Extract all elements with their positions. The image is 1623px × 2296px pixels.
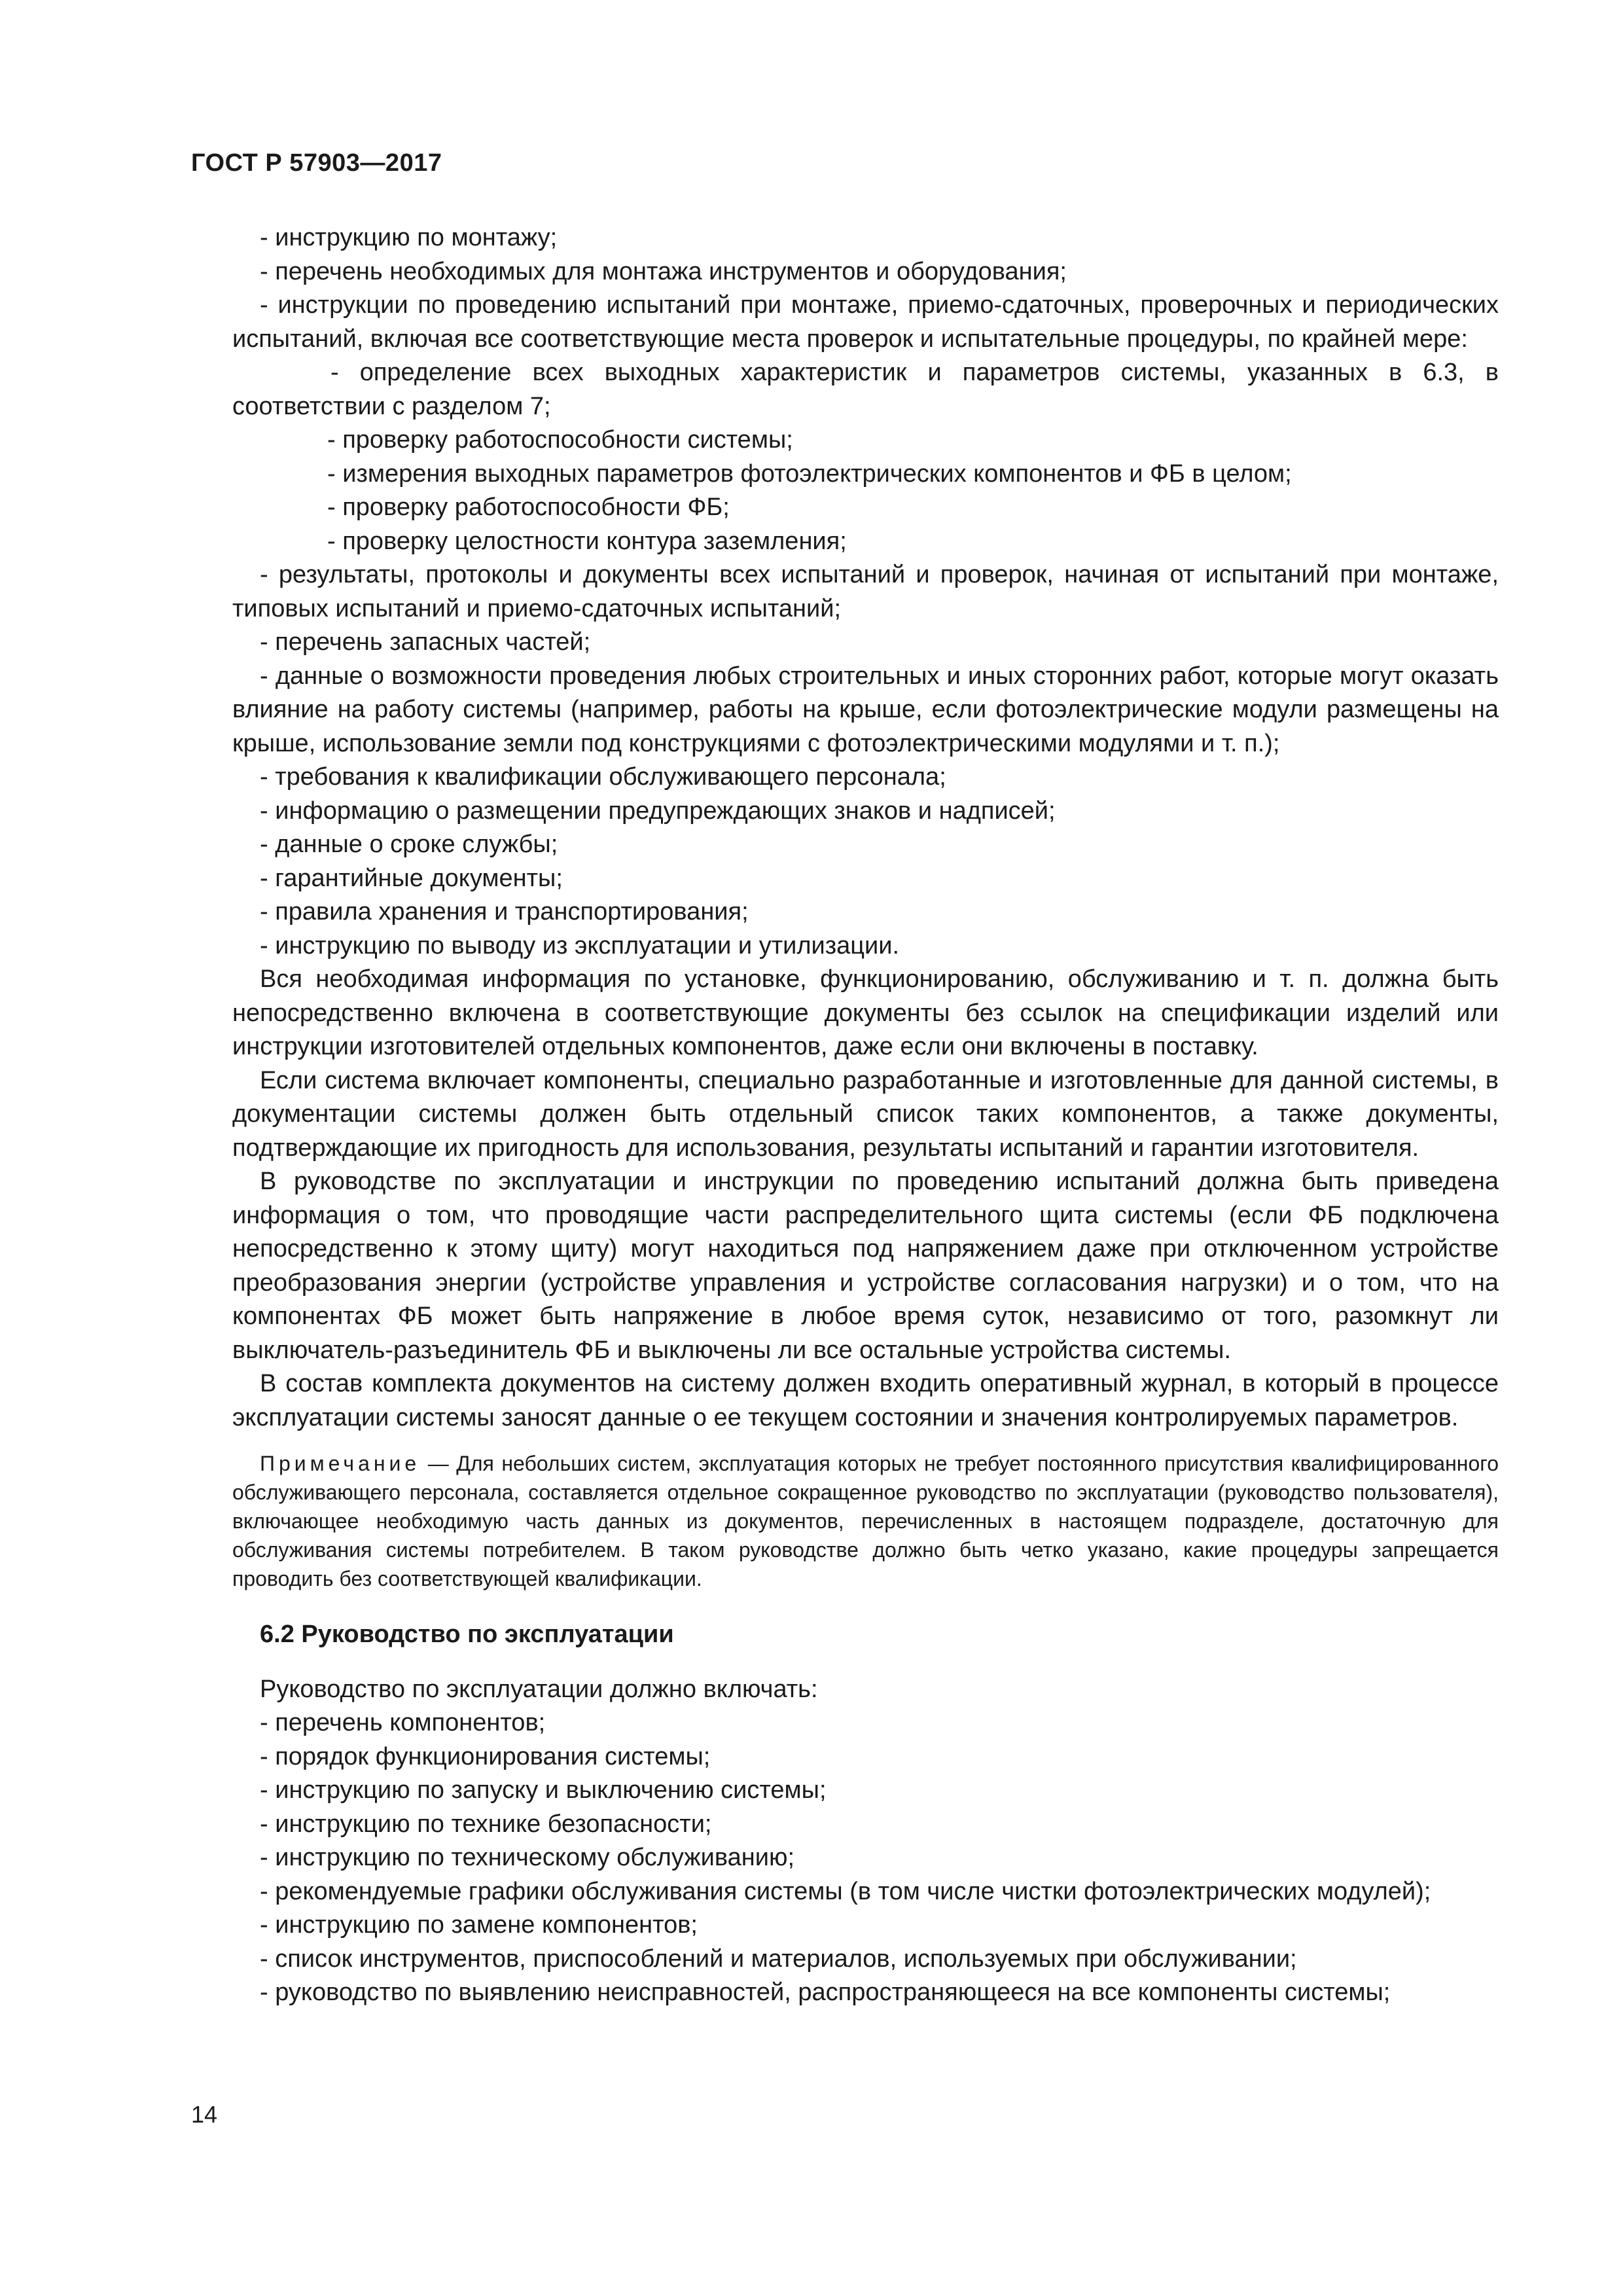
- body-paragraph: Вся необходимая информация по установке, функционированию, обслуживанию и т. п. должна быть непосредственно включена в соответствующие документы без ссылок на спецификации изделий или инструкции изготовителей отдельных компонентов, даже если они включены в поставку.: [232, 965, 1499, 1060]
- note-text: — Для небольших систем, эксплуатация которых не требует постоянного присутствия квалифицированного обслуживающего персонала, составляется отдельное сокращенное руководство по эксплуатации (руководство пользователя), включающее необходимую часть данных из документов, перечисленных в настоящем подразделе, достаточную для обслуживания системы потребителем. В таком руководстве должно быть четко указано, какие процедуры запрещается проводить без соответствующей квалификации.: [232, 1452, 1499, 1590]
- sub-list-item: - проверку целостности контура заземления;: [327, 527, 847, 555]
- list-item: - требования к квалификации обслуживающего персонала;: [260, 763, 946, 791]
- page-number: 14: [191, 2101, 218, 2128]
- list-item: - данные о сроке службы;: [260, 831, 558, 858]
- list-item: - инструкцию по запуску и выключению системы;: [260, 1776, 827, 1804]
- list-item: - инструкцию по монтажу;: [260, 224, 558, 251]
- list-item: - инструкцию по выводу из эксплуатации и утилизации.: [260, 931, 900, 960]
- list-item: - инструкцию по технике безопасности;: [260, 1810, 712, 1838]
- list-item: - инструкции по проведению испытаний при монтаже, приемо-сдаточных, проверочных и периодических испытаний, включая все соответствующие места проверок и испытательные процедуры, по крайней мере:: [232, 291, 1499, 353]
- list-item: - результаты, протоколы и документы всех испытаний и проверок, начиная от испытаний при монтаже, типовых испытаний и приемо-сдаточных испытаний;: [232, 561, 1499, 622]
- sub-list-item: - определение всех выходных характеристик и параметров системы, указанных в 6.3, в соответствии с разделом 7;: [232, 359, 1499, 420]
- note-label: Примечание: [260, 1452, 421, 1475]
- page-content: [232, 221, 1499, 2010]
- list-item: - информацию о размещении предупреждающих знаков и надписей;: [260, 797, 1056, 825]
- document-code: ГОСТ Р 57903—2017: [191, 149, 442, 177]
- body-paragraph: Если система включает компоненты, специально разработанные и изготовленные для данной системы, в документации системы должен быть отдельный список таких компонентов, а также документы, подтверждающие их пригодность для использования, результаты испытаний и гарантии изготовителя.: [232, 1066, 1499, 1162]
- sub-list-item: - проверку работоспособности системы;: [327, 426, 793, 454]
- list-item: - руководство по выявлению неисправностей, распространяющееся на все компоненты системы;: [260, 1979, 1391, 2006]
- section-intro: Руководство по эксплуатации должно включать:: [260, 1675, 818, 1703]
- list-item: - рекомендуемые графики обслуживания системы (в том числе чистки фотоэлектрических модулей);: [260, 1877, 1431, 1905]
- list-item: - данные о возможности проведения любых строительных и иных сторонних работ, которые могут оказать влияние на работу системы (например, работы на крыше, если фотоэлектрические модули размещены на крыше, использование земли под конструкциями с фотоэлектрическими модулями и т. п.);: [232, 662, 1499, 757]
- list-item: - список инструментов, приспособлений и материалов, используемых при обслуживании;: [260, 1945, 1297, 1973]
- list-item: - инструкцию по замене компонентов;: [260, 1911, 698, 1939]
- sub-list-item: - проверку работоспособности ФБ;: [327, 493, 730, 521]
- list-item: - правила хранения и транспортирования;: [260, 898, 749, 925]
- sub-list-item: - измерения выходных параметров фотоэлектрических компонентов и ФБ в целом;: [327, 459, 1292, 488]
- list-item: - инструкцию по техническому обслуживанию;: [260, 1844, 795, 1871]
- list-item: - перечень запасных частей;: [260, 628, 591, 656]
- list-item: - перечень необходимых для монтажа инструментов и оборудования;: [260, 257, 1067, 285]
- body-paragraph: В руководстве по эксплуатации и инструкции по проведению испытаний должна быть приведена информация о том, что проводящие части распределительного щита системы (если ФБ подключена непосредственно к этому щиту) могут находиться под напряжением даже при отключенном устройстве преобразования энергии (устройстве управления и устройстве согласования нагрузки) и о том, что на компонентах ФБ может быть напряжение в любое время суток, независимо от того, разомкнут ли выключатель-разъединитель ФБ и выключены ли все остальные устройства системы.: [232, 1168, 1499, 1364]
- list-item: - перечень компонентов;: [260, 1709, 546, 1736]
- body-paragraph: В состав комплекта документов на систему должен входить оперативный журнал, в который в процессе эксплуатации системы заносят данные о ее текущем состоянии и значения контролируемых параметров.: [232, 1370, 1499, 1431]
- note-block: [232, 1449, 1499, 1593]
- section-heading: 6.2 Руководство по эксплуатации: [260, 1621, 674, 1648]
- list-item: - порядок функционирования системы;: [260, 1742, 711, 1770]
- list-item: - гарантийные документы;: [260, 864, 563, 892]
